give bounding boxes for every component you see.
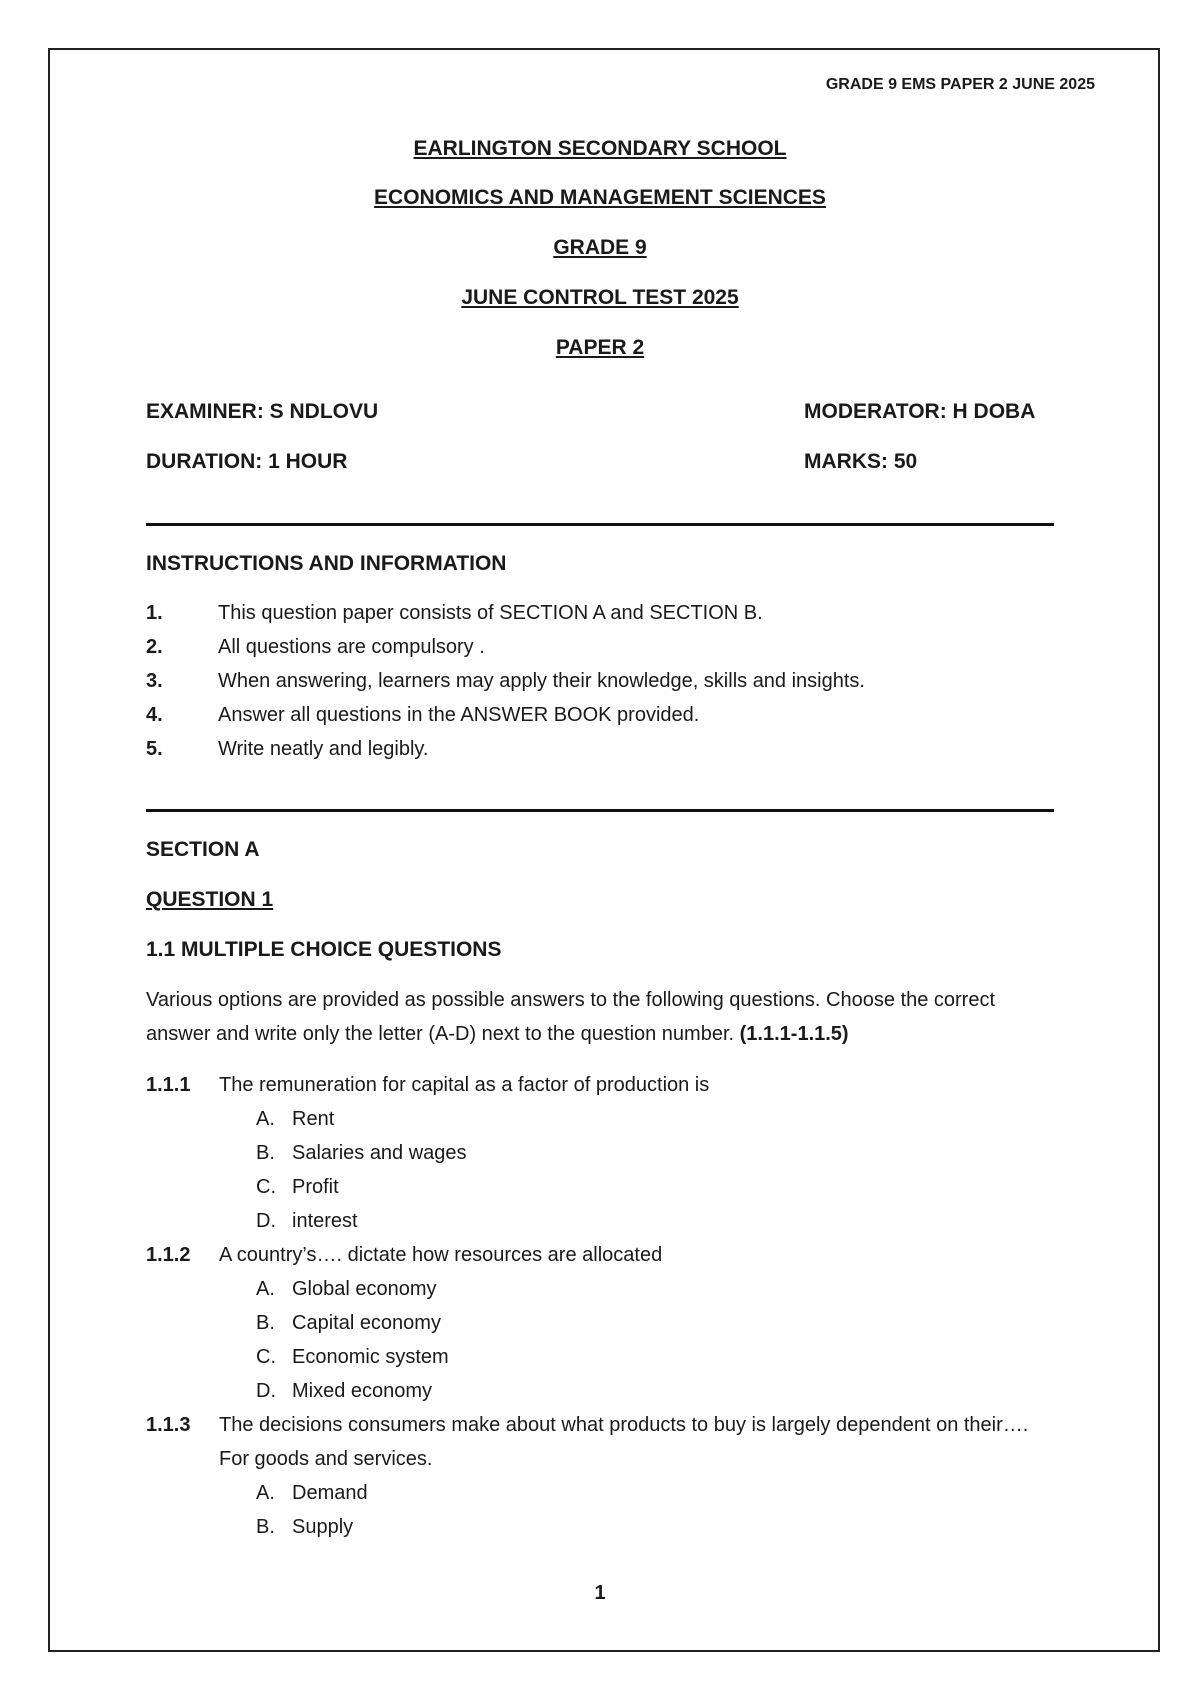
question-text: The remuneration for capital as a factor of production is [219, 1074, 710, 1096]
paper-title: PAPER 2 [555, 336, 645, 359]
option-text: Economic system [292, 1346, 449, 1368]
grade-title: GRADE 9 [553, 236, 647, 259]
marks: MARKS: 50 [804, 450, 918, 473]
instruction-text: This question paper consists of SECTION A and SECTION B. [218, 602, 763, 624]
option-letter: A. [256, 1278, 275, 1300]
instructions-paragraph [146, 983, 1046, 1051]
option-text: Global economy [292, 1278, 437, 1300]
intro-range: (1.1.1-1.1.5) [739, 1023, 849, 1045]
examiner: EXAMINER: S NDLOVU [146, 400, 379, 423]
question-number: 1.1.3 [146, 1414, 191, 1436]
paper-reference: GRADE 9 EMS PAPER 2 JUNE 2025 [825, 76, 1095, 93]
question-number: 1.1.1 [146, 1074, 191, 1096]
option-text: Salaries and wages [292, 1142, 467, 1164]
instruction-item [146, 670, 865, 693]
answer-option [256, 1380, 432, 1403]
option-letter: C. [256, 1346, 276, 1368]
instruction-item [146, 704, 699, 727]
answer-option [256, 1516, 353, 1539]
option-text: Rent [292, 1108, 335, 1130]
instruction-text: Write neatly and legibly. [218, 738, 429, 760]
option-text: Supply [292, 1516, 354, 1538]
answer-option [256, 1482, 368, 1505]
moderator: MODERATOR: H DOBA [804, 400, 1036, 423]
option-letter: A. [256, 1482, 275, 1504]
section-label: SECTION A [146, 838, 260, 861]
subject-title: ECONOMICS AND MANAGEMENT SCIENCES [374, 186, 826, 209]
answer-option [256, 1108, 334, 1131]
option-letter: D. [256, 1380, 276, 1402]
instructions-heading: INSTRUCTIONS AND INFORMATION [146, 552, 507, 575]
school-name: EARLINGTON SECONDARY SCHOOL [413, 137, 787, 160]
option-letter: C. [256, 1176, 276, 1198]
option-text: Capital economy [292, 1312, 441, 1334]
answer-option [256, 1142, 467, 1165]
question-heading: QUESTION 1 [146, 888, 274, 911]
question-text: The decisions consumers make about what products to buy is largely dependent on their…. For goods and services. [219, 1414, 1029, 1470]
instruction-text: Answer all questions in the ANSWER BOOK provided. [218, 704, 700, 726]
question-number: 1.1.2 [146, 1244, 191, 1266]
option-text: Profit [292, 1176, 339, 1198]
test-title: JUNE CONTROL TEST 2025 [461, 286, 739, 309]
option-text: interest [292, 1210, 358, 1232]
option-letter: B. [256, 1312, 275, 1334]
instruction-number: 1. [146, 602, 163, 624]
instruction-text: When answering, learners may apply their knowledge, skills and insights. [218, 670, 865, 692]
instruction-item [146, 738, 428, 761]
question-text: A country’s…. dictate how resources are allocated [219, 1244, 663, 1266]
option-letter: D. [256, 1210, 276, 1232]
instruction-number: 4. [146, 704, 163, 726]
duration: DURATION: 1 HOUR [146, 450, 348, 473]
instruction-number: 3. [146, 670, 163, 692]
subsection-heading: 1.1 MULTIPLE CHOICE QUESTIONS [146, 938, 502, 961]
option-text: Mixed economy [292, 1380, 433, 1402]
instruction-item [146, 636, 485, 659]
instruction-number: 5. [146, 738, 163, 760]
instruction-item [146, 602, 763, 625]
instruction-text: All questions are compulsory . [218, 636, 485, 658]
answer-option [256, 1210, 358, 1233]
answer-option [256, 1176, 339, 1199]
answer-option [256, 1346, 449, 1369]
option-letter: A. [256, 1108, 275, 1130]
divider [146, 809, 1054, 812]
option-text: Demand [292, 1482, 368, 1504]
answer-option [256, 1312, 441, 1335]
answer-option [256, 1278, 437, 1301]
instruction-number: 2. [146, 636, 163, 658]
intro-text: Various options are provided as possible answers to the following questions. Choose the correct answer and write only the letter (A-D) next to the question number. [146, 989, 995, 1045]
divider [146, 523, 1054, 526]
page-number: 1 [594, 1582, 606, 1604]
option-letter: B. [256, 1516, 275, 1538]
option-letter: B. [256, 1142, 275, 1164]
